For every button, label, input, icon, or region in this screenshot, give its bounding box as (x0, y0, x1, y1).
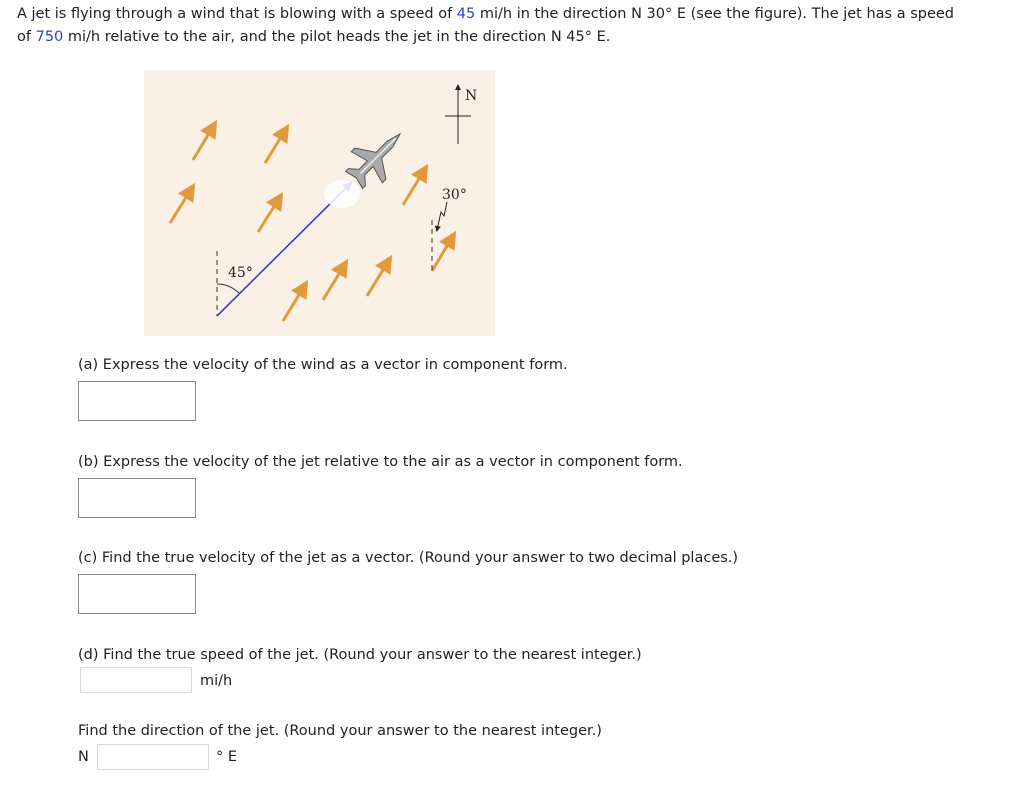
wind-arrow (193, 125, 214, 160)
wind-jet-figure (144, 70, 495, 336)
problem-line-1 (17, 6, 954, 22)
wind-arrow (403, 169, 425, 205)
problem-line-2 (17, 29, 610, 45)
text: mi/h in the direction N 30° E (see the figure). The jet has a speed (475, 6, 955, 22)
wind-arrow (367, 260, 389, 296)
angle-30-label: 30° (442, 187, 467, 203)
part-b-prompt: (b) Express the velocity of the jet relative to the air as a vector in component form. (78, 454, 683, 470)
angle-pointer (437, 202, 447, 230)
part-c-answer-box[interactable] (78, 574, 196, 614)
direction-prompt: Find the direction of the jet. (Round your answer to the nearest integer.) (78, 723, 602, 739)
text: A jet is flying through a wind that is blowing with a speed of (17, 6, 457, 22)
figure-svg (144, 70, 495, 336)
wind-arrow (265, 129, 286, 163)
wind-speed-value: 45 (456, 6, 476, 22)
angle-45-label: 45° (228, 265, 253, 281)
direction-input[interactable] (97, 744, 209, 770)
wind-arrow (170, 188, 192, 223)
wind-arrow (323, 264, 345, 300)
direction-prefix: N (78, 749, 89, 765)
true-speed-input[interactable] (80, 667, 192, 693)
part-a-prompt: (a) Express the velocity of the wind as a vector in component form. (78, 357, 568, 373)
angle-arc (217, 284, 240, 294)
part-a-answer-box[interactable] (78, 381, 196, 421)
exhaust-cloud (324, 180, 360, 208)
part-b-answer-box[interactable] (78, 478, 196, 518)
north-compass (445, 86, 477, 144)
direction-suffix: ° E (216, 749, 238, 765)
north-label: N (465, 88, 478, 104)
speed-unit: mi/h (200, 673, 233, 689)
jet-speed-value: 750 (35, 29, 64, 45)
wind-arrow (432, 236, 453, 271)
text: mi/h relative to the air, and the pilot heads the jet in the direction N 45° E. (63, 29, 611, 45)
wind-arrow (283, 285, 305, 321)
text: of (17, 29, 36, 45)
wind-arrow (258, 197, 280, 232)
part-c-prompt: (c) Find the true velocity of the jet as a vector. (Round your answer to two decimal places.) (78, 550, 739, 566)
part-d-prompt: (d) Find the true speed of the jet. (Round your answer to the nearest integer.) (78, 647, 642, 663)
